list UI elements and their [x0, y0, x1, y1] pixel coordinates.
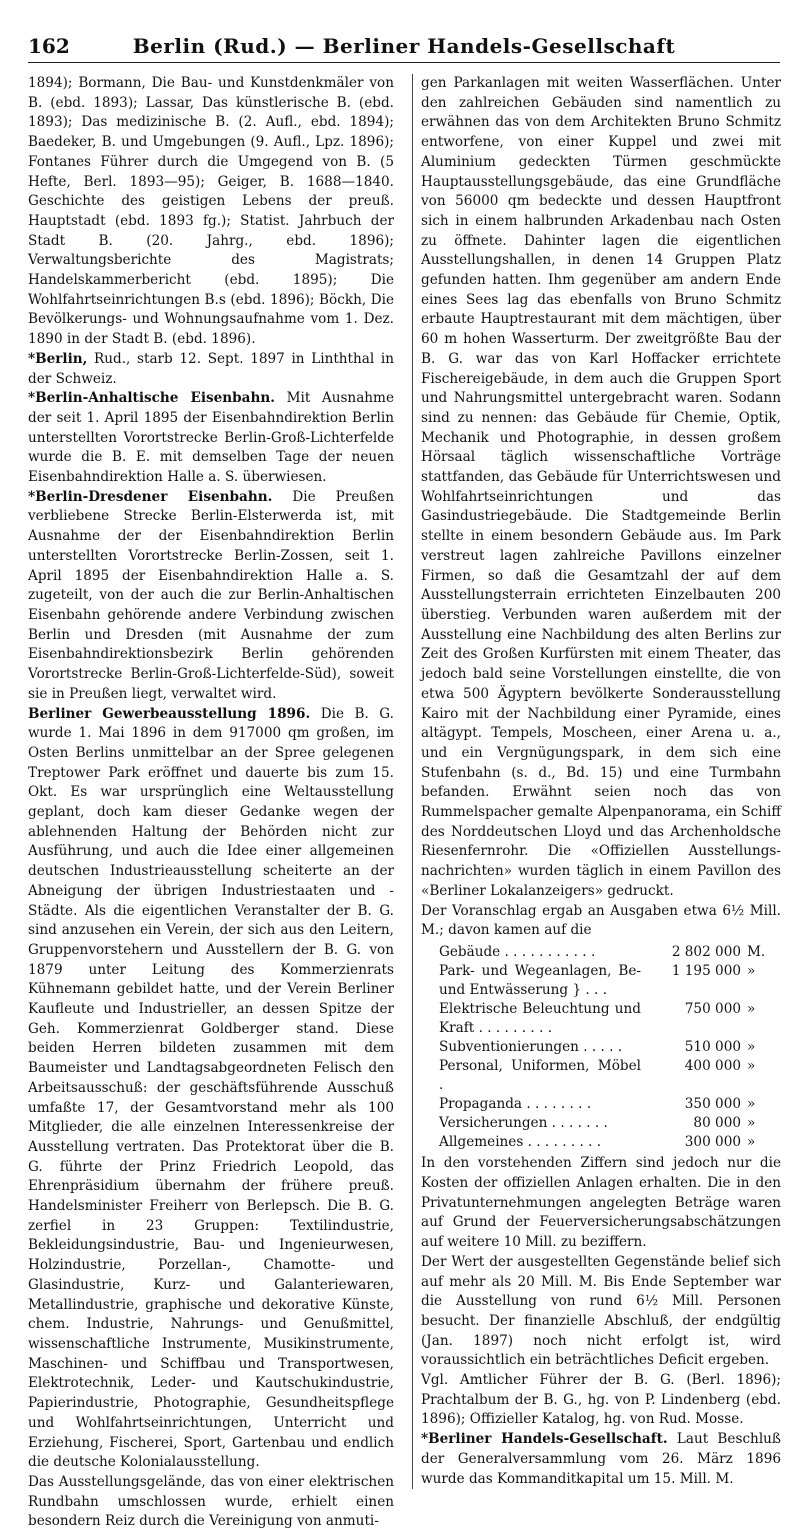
budget-unit: M.	[747, 943, 766, 960]
bibliography-paragraph: 1894); Bormann, Die Bau- und Kunstdenkmäler von B. (ebd. 1893); Lassar, Das künstlerische B. (ebd. 1893); Das medizinische B. (2. Aufl., ebd. 1894); Baedeker, B. und Umgebungen (9. Aufl., Lpz. 1896); Fontanes Führer durch die Umgegend von B. (5 Hefte, Berl. 1893—95); Geiger, B. 1688—1840. Geschichte des geistigen Lebens der preuß. Hauptstadt (ebd. 1893 fg.); Statist. Jahrbuch der Stadt B. (20. Jahrg., ebd. 1896); Verwaltungsberichte des Magistrats; Handelskammerbericht (ebd. 1895); Die Wohlfahrtseinrichtungen B.s (ebd. 1896); Böckh, Die Bevölkerungs- und Wohnungsaufnahme vom 1. Dez. 1890 in der Stadt B. (ebd. 1896).	[28, 75, 394, 348]
entry-berlin-anhaltische-eisenbahn	[28, 389, 394, 488]
budget-item: Park- und Wegeanlagen, Be- und Entwässerung } . . .	[439, 962, 641, 998]
budget-row	[421, 1114, 781, 1133]
budget-amount: 750 000	[684, 1001, 741, 1018]
right-column	[412, 74, 781, 1489]
budget-item: Versicherungen . . . . . . .	[439, 1115, 608, 1132]
budget-unit: »	[747, 1058, 756, 1075]
budget-amount: 2 802 000	[671, 943, 741, 960]
entry-headword: Berliner Gewerbeausstellung 1896.	[28, 705, 311, 722]
entry-text: Rud., starb 12. Sept. 1897 in Linththal in der Schweiz.	[28, 350, 394, 387]
budget-item: Personal, Uniformen, Möbel .	[439, 1058, 641, 1094]
budget-item: Propaganda . . . . . . . .	[439, 1096, 592, 1113]
budget-unit: »	[747, 962, 756, 979]
budget-unit: »	[747, 1001, 756, 1018]
budget-unit: »	[747, 1134, 756, 1151]
paragraph-parkanlagen: gen Parkanlagen mit weiten Wasserflächen. Unter den zahlreichen Gebäuden sind namentlich zu erwähnen das von dem Architekten Bruno Schmitz entworfene, von einer Kuppel und zwei mit Aluminium gedeckten Türmen geschmückte Hauptausstellungsgebäude, das eine Grundfläche von 56000 qm bedeckte und dessen Hauptfront sich in einem halbrunden Arkadenbau nach Osten zu öffnete. Dahinter lagen die eigentlichen Ausstellungshallen, in denen 14 Gruppen Platz gefunden hatten. Ihm gegenüber am andern Ende eines Sees lag das ebenfalls von Bruno Schmitz erbaute Hauptrestaurant mit dem mächtigen, über 60 m hohen Wasserturm. Der zweitgrößte Bau der B. G. war das von Karl Hoffacker errichtete Fischereigebäude, in dem auch die Gruppen Sport und Nahrungsmittel untergebracht waren. Sodann sind zu nennen: das Gebäude für Chemie, Optik, Mechanik und Photographie, in dessen großem Hörsaal täglich wissenschaftliche Vorträge stattfanden, das Gebäude für Unterrichtswesen und Wohlfahrtseinrichtungen und das Gasindustriegebäude. Die Stadtgemeinde Berlin stellte in einem besondern Gebäude aus. Im Park verstreut lagen zahlreiche Pavillons einzelner Firmen, so daß die Gesamtzahl der auf dem Ausstellungsterrain errichteten Einzelbauten 200 überstieg. Verbunden waren außerdem mit der Ausstellung eine Nachbildung des alten Berlins zur Zeit des Großen Kurfürsten mit einem Theater, das jedoch bald seine Vorstellungen einstellte, die von etwa 500 Ägyptern bevölkerte Sonderausstellung Kairo mit der Nachbildung einer Pyramide, eines altägypt. Tempels, Moscheen, einer Arena u. a., und ein Vergnügungspark, in dem sich eine Stufenbahn (s. d., Bd. 15) und eine Turmbahn befanden. Erwähnt seien noch das von Rummelspacher gemalte Alpenpanorama, ein Schiff des Norddeutschen Lloyd und das Archenholdsche Riesenfernrohr. Die «Offiziellen Ausstellungs-nachrichten» wurden täglich in einem Pavillon des «Berliner Lokalanzeigers» gedruckt.	[421, 75, 781, 899]
entry-text: Die B. G. wurde 1. Mai 1896 in dem 917000 qm großen, im Osten Berlins unmittelbar an der Spree gelegenen Treptower Park eröffnet und dauerte bis zum 15. Okt. Es war ursprünglich eine Weltausstellung geplant, doch kam dieser Gedanke wegen der ablehnenden Haltung der Behörden nicht zur Ausführung, und auch die Idee einer allgemeinen deutschen Industrieausstellung scheiterte an der Abneigung der übrigen Industriestaaten und -Städte. Als die eigentlichen Veranstalter der B. G. sind anzusehen ein Verein, der sich aus den Leitern, Gruppenvorstehern und Ausstellern der B. G. von 1879 unter Leitung des Kommerzienrats Kühnemann gebildet hatte, und der Verein Berliner Kaufleute und Industrieller, an dessen Spitze der Geh. Kommerzienrat Goldberger stand. Diese beiden Herren bildeten zusammen mit dem Baumeister und Landtagsabgeordneten Felisch den Arbeitsausschuß: der geschäftsführende Ausschuß umfaßte 17, der Gesamtvorstand mehr als 100 Mitglieder, die alle einzelnen Interessenkreise der Ausstellung vertraten. Das Protektorat über die B. G. führte der Prinz Friedrich Leopold, das Ehrenpräsidium übernahm der frühere preuß. Handelsminister Freiherr von Berlepsch. Die B. G. zerfiel in 23 Gruppen: Textilindustrie, Bekleidungsindustrie, Bau- und Ingenieurwesen, Holzindustrie, Porzellan-, Chamotte- und Glasindustrie, Kurz- und Galanteriewaren, Metallindustrie, graphische und dekorative Künste, chem. Industrie, Nahrungs- und Genußmittel, wissenschaftliche Instrumente, Musikinstrumente, Maschinen- und Schiffbau und Transportwesen, Elektrotechnik, Leder- und Kautschukindustrie, Papierindustrie, Photographie, Gesundheitspflege und Wohlfahrtseinrichtungen, Unterricht und Erziehung, Fischerei, Sport, Gartenbau und endlich die deutsche Kolonialausstellung.	[28, 705, 395, 1471]
budget-amount: 400 000	[684, 1058, 741, 1075]
budget-unit: »	[747, 1115, 756, 1132]
entry-headword: *Berlin,	[28, 350, 88, 367]
budget-row	[421, 962, 781, 1000]
entry-headword: *Berlin-Anhaltische Eisenbahn.	[28, 390, 275, 407]
budget-row	[421, 1133, 781, 1152]
entry-text: Laut Beschluß der Generalversammlung vom 26. März 1896 wurde das Kommanditkapital um 15. Mill. M.	[421, 1431, 781, 1487]
paragraph-ausstellungsgelaende: Das Ausstellungsgelände, das von einer elektrischen Rundbahn umschlossen wurde, erhielt einen besondern Reiz durch die Vereinigung von anmuti-	[28, 1473, 394, 1530]
paragraph-voranschlag: Der Voranschlag ergab an Ausgaben etwa 6½ Mill. M.; davon kamen auf die	[421, 902, 781, 939]
running-head: Berlin (Rud.) — Berliner Handels-Gesellschaft	[132, 34, 676, 58]
paragraph-ziffern: In den vorstehenden Ziffern sind jedoch nur die Kosten der offiziellen Anlagen erhalten. Die in den Privatunternehmungen angelegten Beträge waren auf Grund der Feuerversicherungsabschätzungen auf weitere 10 Mill. zu beziffern.	[421, 1155, 781, 1251]
left-column	[28, 74, 394, 1532]
entry-headword: *Berlin-Dresdener Eisenbahn.	[28, 488, 273, 505]
budget-row	[421, 1095, 781, 1114]
entry-text: Mit Ausnahme der seit 1. April 1895 der Eisenbahndirektion Berlin unterstellten Vorortstrecke Berlin-Groß-Lichterfelde wurde die B. E. mit demselben Tage der neuen Eisenbahndirektion Halle a. S. überwiesen.	[28, 390, 394, 486]
budget-amount: 510 000	[684, 1039, 741, 1056]
budget-item: Elektrische Beleuchtung und Kraft . . . . . . . . .	[439, 1001, 641, 1037]
budget-amount: 350 000	[684, 1096, 741, 1113]
budget-row	[421, 1057, 781, 1095]
entry-berlin-rudolf	[28, 350, 394, 389]
entry-text: Die Preußen verbliebene Strecke Berlin-Elsterwerda ist, mit Ausnahme der der Eisenbahndirektion Berlin unterstellten Vorortstrecke Berlin-Zossen, seit 1. April 1895 der Eisenbahndirektion Halle a. S. zugeteilt, von der auch die zur Berlin-Anhaltischen Eisenbahn gehörende andere Verbindung zwischen Berlin und Dresden (mit Ausnahme der zum Eisenbahndirektionsbezirk Berlin gehörenden Vorortstrecke Berlin-Groß-Lichterfelde-Süd), soweit sie in Preußen liegt, verwaltet wird.	[28, 488, 394, 702]
budget-table	[421, 943, 781, 1152]
page-header	[28, 30, 780, 63]
budget-item: Allgemeines . . . . . . . . .	[439, 1134, 602, 1151]
budget-row	[421, 943, 781, 962]
entry-headword: *Berliner Handels-Gesellschaft.	[421, 1431, 668, 1448]
budget-unit: »	[747, 1096, 756, 1113]
entry-berlin-dresdener-eisenbahn	[28, 488, 394, 705]
budget-amount: 80 000	[693, 1115, 741, 1132]
budget-row	[421, 1038, 781, 1057]
budget-unit: »	[747, 1039, 756, 1056]
entry-berliner-gewerbeausstellung	[28, 705, 394, 1473]
budget-amount: 1 195 000	[671, 962, 741, 979]
page-number: 162	[28, 34, 70, 58]
paragraph-wert: Der Wert der ausgestellten Gegenstände belief sich auf mehr als 20 Mill. M. Bis Ende September war die Ausstellung von rund 6½ Mill. Personen besucht. Der finanzielle Abschluß, der endgültig (Jan. 1897) noch nicht erfolgt ist, wird voraussichtlich ein beträchtliches Deficit ergeben.	[421, 1253, 781, 1369]
entry-berliner-handels-gesellschaft	[421, 1430, 781, 1489]
budget-item: Gebäude . . . . . . . . . . .	[439, 943, 596, 960]
paragraph-literatur: Vgl. Amtlicher Führer der B. G. (Berl. 1896); Prachtalbum der B. G., hg. von P. Lindenberg (ebd. 1896); Offizieller Katalog, hg. von Rud. Mosse.	[421, 1372, 781, 1428]
budget-row	[421, 1000, 781, 1038]
budget-amount: 300 000	[684, 1134, 741, 1151]
budget-item: Subventionierungen . . . . .	[439, 1039, 623, 1056]
